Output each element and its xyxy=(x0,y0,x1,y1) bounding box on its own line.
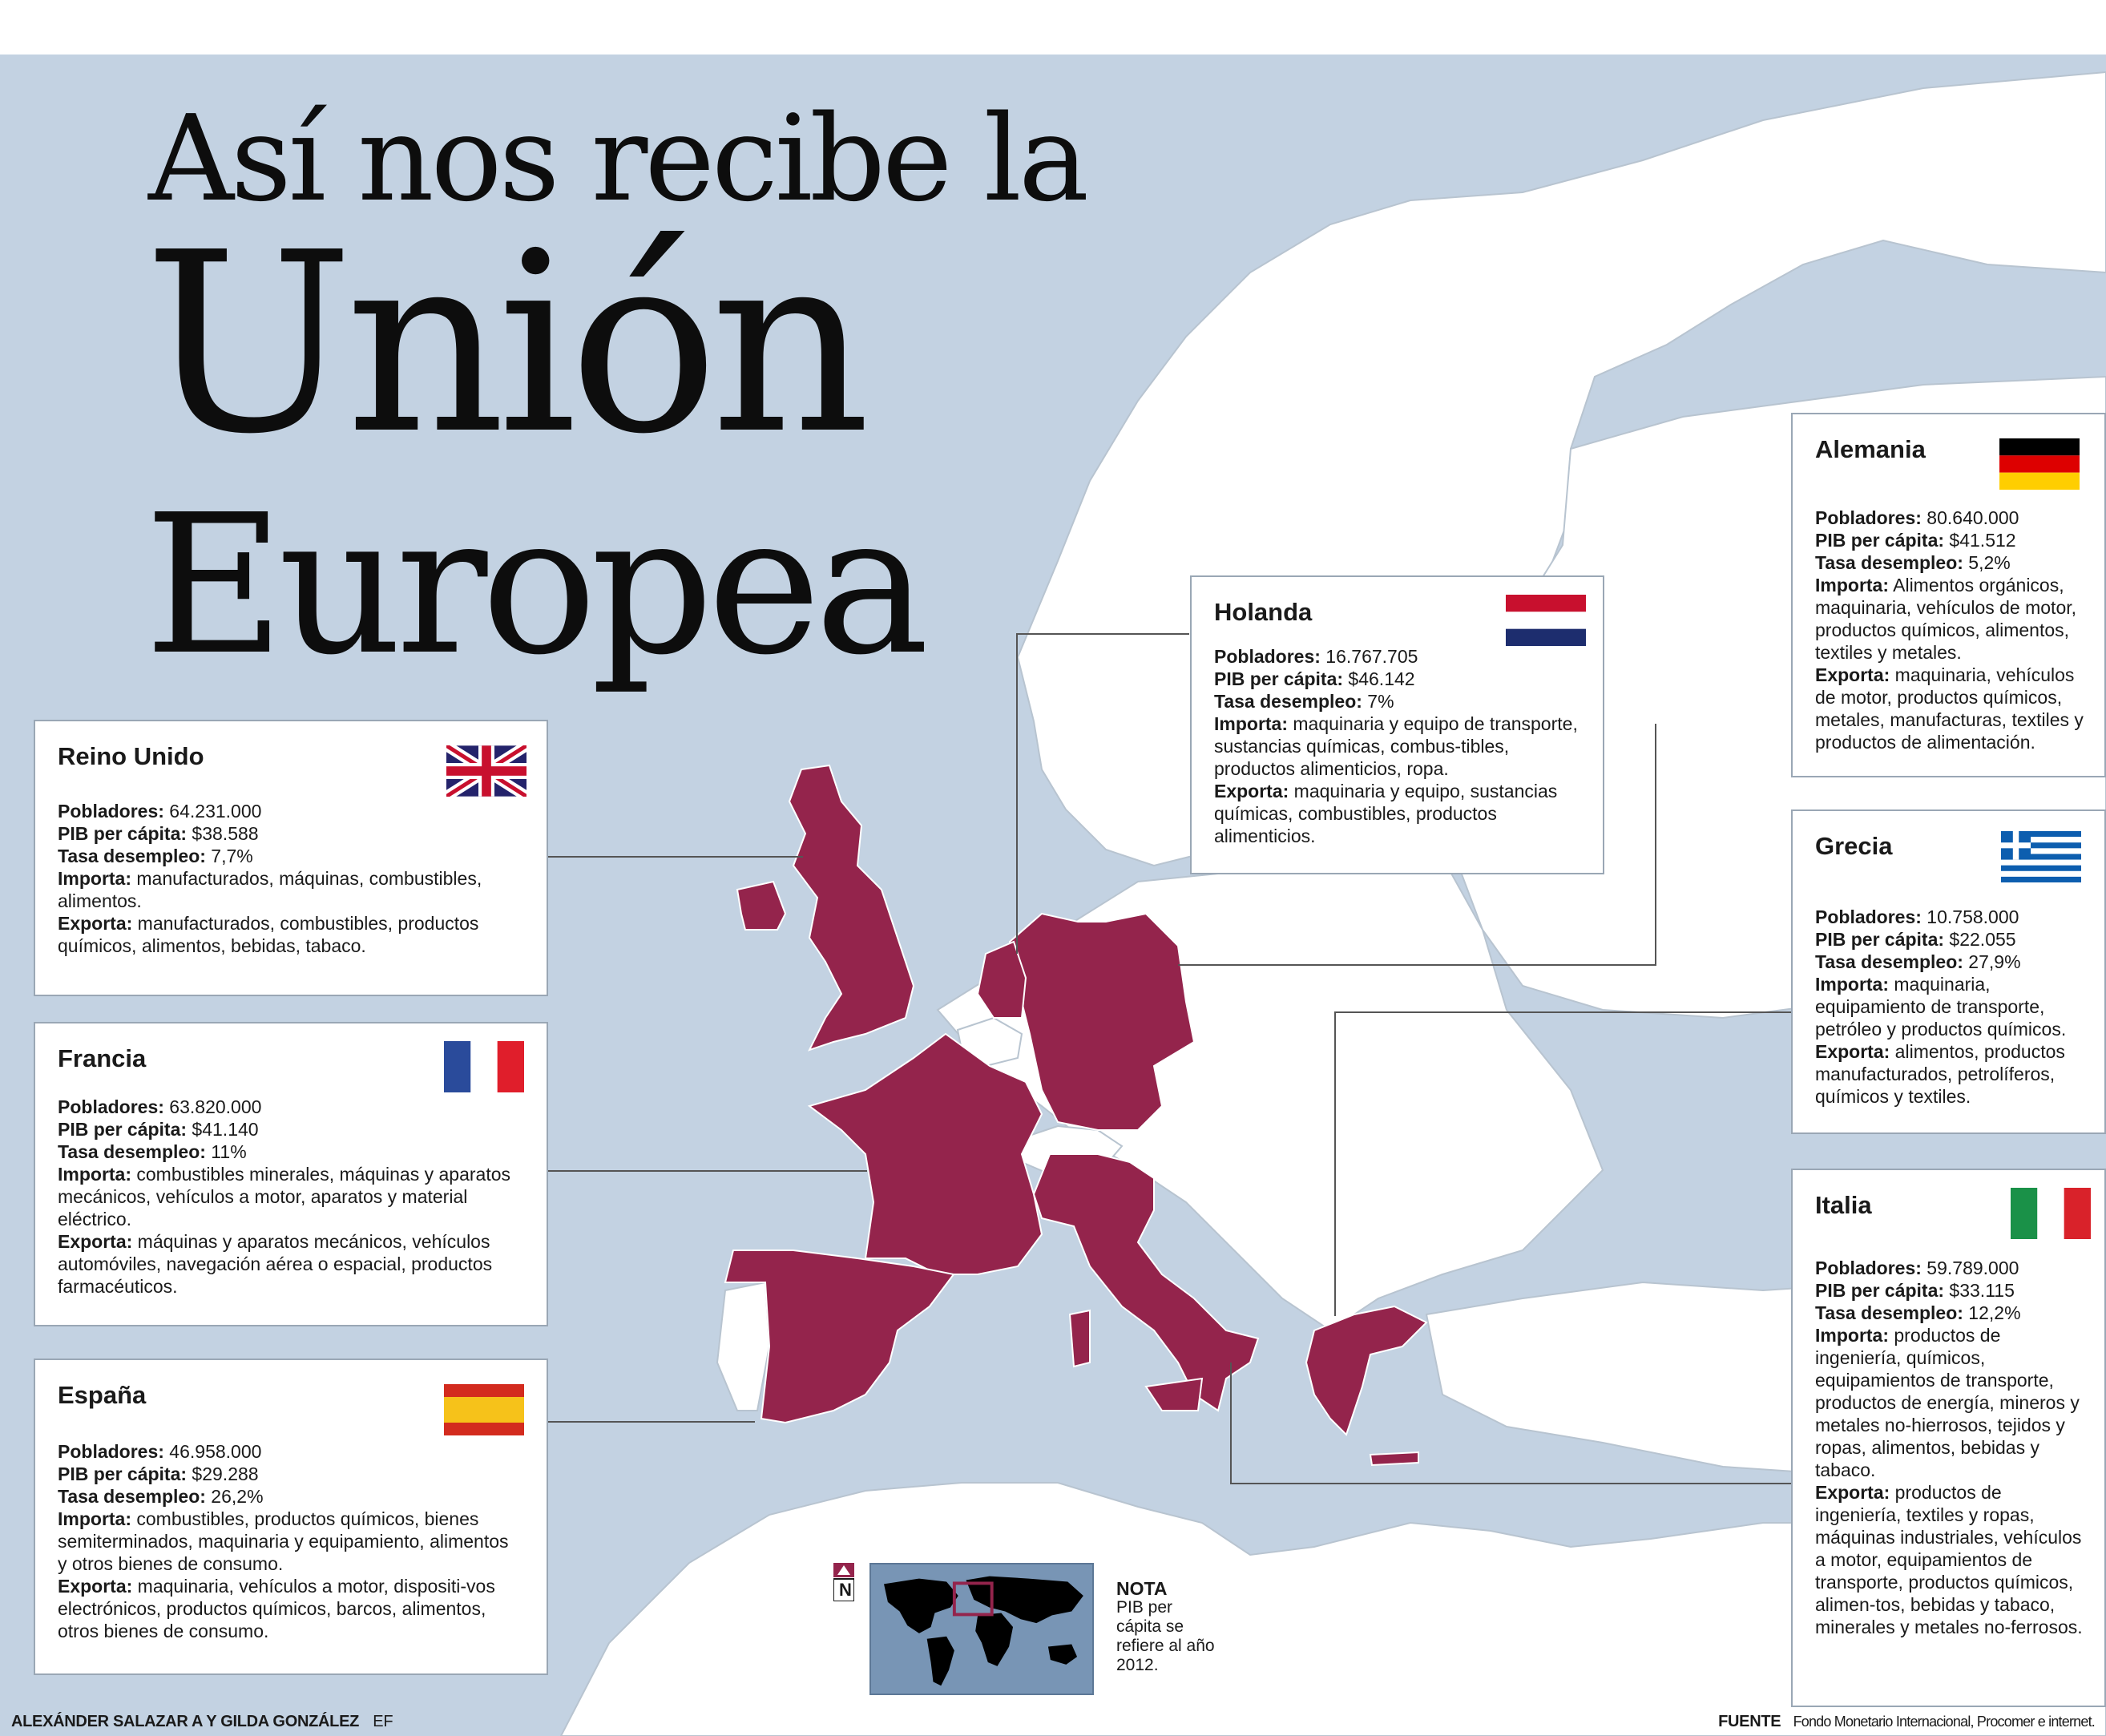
country-sardinia xyxy=(1070,1310,1090,1367)
value-pib: $41.512 xyxy=(1944,530,2016,551)
footer-authors xyxy=(11,1713,393,1731)
label-importa: Importa: xyxy=(1815,575,1889,595)
label-pobladores: Pobladores: xyxy=(58,801,164,822)
label-pib: PIB per cápita: xyxy=(58,1463,188,1484)
label-tasa: Tasa desempleo: xyxy=(58,846,206,866)
value-tasa: 5,2% xyxy=(1963,552,2011,573)
value-pib: $46.142 xyxy=(1343,668,1415,689)
country-name: Grecia xyxy=(1815,832,1893,860)
value-tasa: 12,2% xyxy=(1963,1302,2021,1323)
label-pib: PIB per cápita: xyxy=(1815,929,1945,950)
leader-holanda-v xyxy=(1016,633,1018,954)
value-pib: $29.288 xyxy=(187,1463,259,1484)
germany-flag-icon xyxy=(1999,438,2080,490)
label-importa: Importa: xyxy=(58,1508,131,1529)
land-portugal xyxy=(717,1282,769,1411)
nota-text: PIB per cápita se refiere al año 2012. xyxy=(1116,1598,1215,1674)
leader-holanda-h xyxy=(1016,633,1189,635)
world-silhouette xyxy=(871,1564,1092,1694)
card-italia xyxy=(1791,1169,2106,1707)
label-pobladores: Pobladores: xyxy=(58,1096,164,1117)
agency-text: EF xyxy=(373,1713,393,1730)
card-body xyxy=(58,1096,522,1298)
label-pobladores: Pobladores: xyxy=(1214,646,1321,667)
spain-flag-icon xyxy=(444,1384,524,1435)
label-exporta: Exporta: xyxy=(58,913,133,934)
world-inset-map xyxy=(869,1563,1094,1695)
label-pobladores: Pobladores: xyxy=(1815,1258,1922,1278)
label-tasa: Tasa desempleo: xyxy=(1815,1302,1963,1323)
country-sicily xyxy=(1146,1379,1202,1411)
card-holanda xyxy=(1190,575,1604,874)
label-pobladores: Pobladores: xyxy=(1815,507,1922,528)
fuente-label: FUENTE xyxy=(1718,1713,1781,1730)
label-pobladores: Pobladores: xyxy=(1815,906,1922,927)
country-crete xyxy=(1370,1452,1418,1465)
value-pib: $41.140 xyxy=(187,1119,259,1140)
france-flag-icon xyxy=(444,1041,524,1092)
value-exporta: productos de ingeniería, textiles y ropas, máquinas industriales, vehículos a motor, equipamientos de transporte, productos químicos, alimen-tos, bebidas y tabaco, minerales y metales no-ferrosos. xyxy=(1815,1482,2083,1637)
value-exporta: alimentos, productos manufacturados, petrolíferos, químicos y textiles. xyxy=(1815,1041,2065,1107)
label-tasa: Tasa desempleo: xyxy=(58,1141,206,1162)
value-importa: Alimentos orgánicos, maquinaria, vehículos de motor, productos químicos, alimentos, textiles y metales. xyxy=(1815,575,2077,663)
label-pobladores: Pobladores: xyxy=(58,1441,164,1462)
value-tasa: 27,9% xyxy=(1963,951,2021,972)
value-pobladores: 10.758.000 xyxy=(1921,906,2019,927)
leader-uk xyxy=(547,856,803,858)
card-body xyxy=(1815,1257,2092,1638)
country-name: Francia xyxy=(58,1044,147,1072)
leader-italia-v xyxy=(1230,1363,1232,1483)
authors-text: ALEXÁNDER SALAZAR A Y GILDA GONZÁLEZ xyxy=(11,1713,360,1730)
card-grecia xyxy=(1791,809,2106,1134)
label-importa: Importa: xyxy=(1815,974,1889,995)
card-espana xyxy=(34,1359,548,1675)
label-tasa: Tasa desempleo: xyxy=(1214,691,1362,712)
label-pib: PIB per cápita: xyxy=(58,1119,188,1140)
value-importa: maquinaria, equipamiento de transporte, petróleo y productos químicos. xyxy=(1815,974,2067,1040)
value-pobladores: 16.767.705 xyxy=(1320,646,1418,667)
value-exporta: maquinaria y equipo, sustancias químicas, combustibles, productos alimenticios. xyxy=(1214,781,1558,846)
country-name: España xyxy=(58,1381,147,1409)
value-exporta: maquinaria, vehículos de motor, productos químicos, metales, manufacturas, textiles y productos de alimentación. xyxy=(1815,664,2084,753)
italy-flag-icon xyxy=(2011,1188,2091,1239)
value-exporta: maquinaria, vehículos a motor, dispositi-vos electrónicos, productos químicos, barcos, alimentos, otros bienes de consumo. xyxy=(58,1576,495,1641)
value-pobladores: 59.789.000 xyxy=(1921,1258,2019,1278)
label-importa: Importa: xyxy=(1815,1325,1889,1346)
value-pobladores: 63.820.000 xyxy=(163,1096,262,1117)
value-tasa: 7% xyxy=(1362,691,1394,712)
label-pib: PIB per cápita: xyxy=(1815,1280,1945,1301)
nota-heading: NOTA xyxy=(1116,1578,1168,1599)
value-pib: $22.055 xyxy=(1944,929,2016,950)
leader-espana xyxy=(547,1421,755,1423)
value-importa: combustibles, productos químicos, bienes semiterminados, maquinaria y equipamiento, alimentos y otros bienes de consumo. xyxy=(58,1508,509,1574)
label-tasa: Tasa desempleo: xyxy=(1815,951,1963,972)
country-ireland xyxy=(737,882,785,930)
leader-francia xyxy=(547,1170,867,1172)
value-pobladores: 80.640.000 xyxy=(1921,507,2019,528)
country-name: Italia xyxy=(1815,1191,1872,1219)
label-exporta: Exporta: xyxy=(58,1231,133,1252)
card-body xyxy=(58,1440,522,1642)
card-alemania xyxy=(1791,413,2106,777)
value-importa: manufacturados, máquinas, combustibles, alimentos. xyxy=(58,868,482,911)
country-name: Alemania xyxy=(1815,435,1926,463)
label-importa: Importa: xyxy=(1214,713,1288,734)
value-pobladores: 64.231.000 xyxy=(163,801,262,822)
value-pobladores: 46.958.000 xyxy=(163,1441,262,1462)
value-pib: $33.115 xyxy=(1944,1280,2015,1301)
nota-box xyxy=(1116,1579,1220,1675)
label-exporta: Exporta: xyxy=(1815,664,1890,685)
footer-source xyxy=(1718,1713,2095,1731)
card-francia xyxy=(34,1022,548,1326)
value-importa: combustibles minerales, máquinas y aparatos mecánicos, vehículos a motor, aparatos y material eléctrico. xyxy=(58,1164,511,1229)
leader-grecia-v xyxy=(1334,1011,1336,1316)
leader-alemania-h xyxy=(1178,964,1656,966)
country-name: Reino Unido xyxy=(58,742,204,770)
label-exporta: Exporta: xyxy=(1815,1482,1890,1503)
label-pib: PIB per cápita: xyxy=(58,823,188,844)
country-greece xyxy=(1306,1306,1426,1435)
country-uk xyxy=(789,765,914,1050)
label-importa: Importa: xyxy=(58,1164,131,1185)
value-importa: productos de ingeniería, químicos, equipamientos de transporte, productos de energía, mineros y metales no-hierrosos, tejidos y ropas, alimentos, bebidas y tabaco. xyxy=(1815,1325,2080,1480)
value-exporta: máquinas y aparatos mecánicos, vehículos automóviles, navegación aérea o espacial, productos farmacéuticos. xyxy=(58,1231,493,1297)
label-tasa: Tasa desempleo: xyxy=(1815,552,1963,573)
value-pib: $38.588 xyxy=(187,823,259,844)
title-line-2: Unión xyxy=(144,200,863,489)
card-reino-unido xyxy=(34,720,548,996)
compass-label: N xyxy=(839,1580,852,1600)
greece-flag-icon xyxy=(2001,831,2081,882)
card-body xyxy=(58,800,526,957)
value-tasa: 11% xyxy=(205,1141,247,1162)
label-exporta: Exporta: xyxy=(1214,781,1289,801)
fuente-text: Fondo Monetario Internacional, Procomer e internet. xyxy=(1793,1714,2095,1730)
card-body xyxy=(1815,906,2092,1108)
value-tasa: 26,2% xyxy=(205,1486,264,1507)
label-pib: PIB per cápita: xyxy=(1815,530,1945,551)
label-exporta: Exporta: xyxy=(1815,1041,1890,1062)
leader-grecia-h xyxy=(1334,1011,1791,1013)
value-exporta: manufacturados, combustibles, productos químicos, alimentos, bebidas, tabaco. xyxy=(58,913,479,956)
card-body xyxy=(1815,507,2092,753)
uk-flag-icon xyxy=(446,745,526,797)
netherlands-flag-icon xyxy=(1506,595,1586,646)
label-exporta: Exporta: xyxy=(58,1576,133,1597)
title-line-1: Así nos recibe la xyxy=(148,90,1087,228)
title-line-3: Europea xyxy=(144,473,923,697)
label-importa: Importa: xyxy=(58,868,131,889)
label-pib: PIB per cápita: xyxy=(1214,668,1344,689)
country-name: Holanda xyxy=(1214,598,1313,626)
value-importa: maquinaria y equipo de transporte, sustancias químicas, combus-tibles, productos alimenticios, ropa. xyxy=(1214,713,1578,779)
card-body xyxy=(1214,645,1587,847)
value-tasa: 7,7% xyxy=(205,846,253,866)
leader-italia-h xyxy=(1230,1483,1791,1484)
label-tasa: Tasa desempleo: xyxy=(58,1486,206,1507)
leader-alemania-v xyxy=(1655,724,1656,964)
